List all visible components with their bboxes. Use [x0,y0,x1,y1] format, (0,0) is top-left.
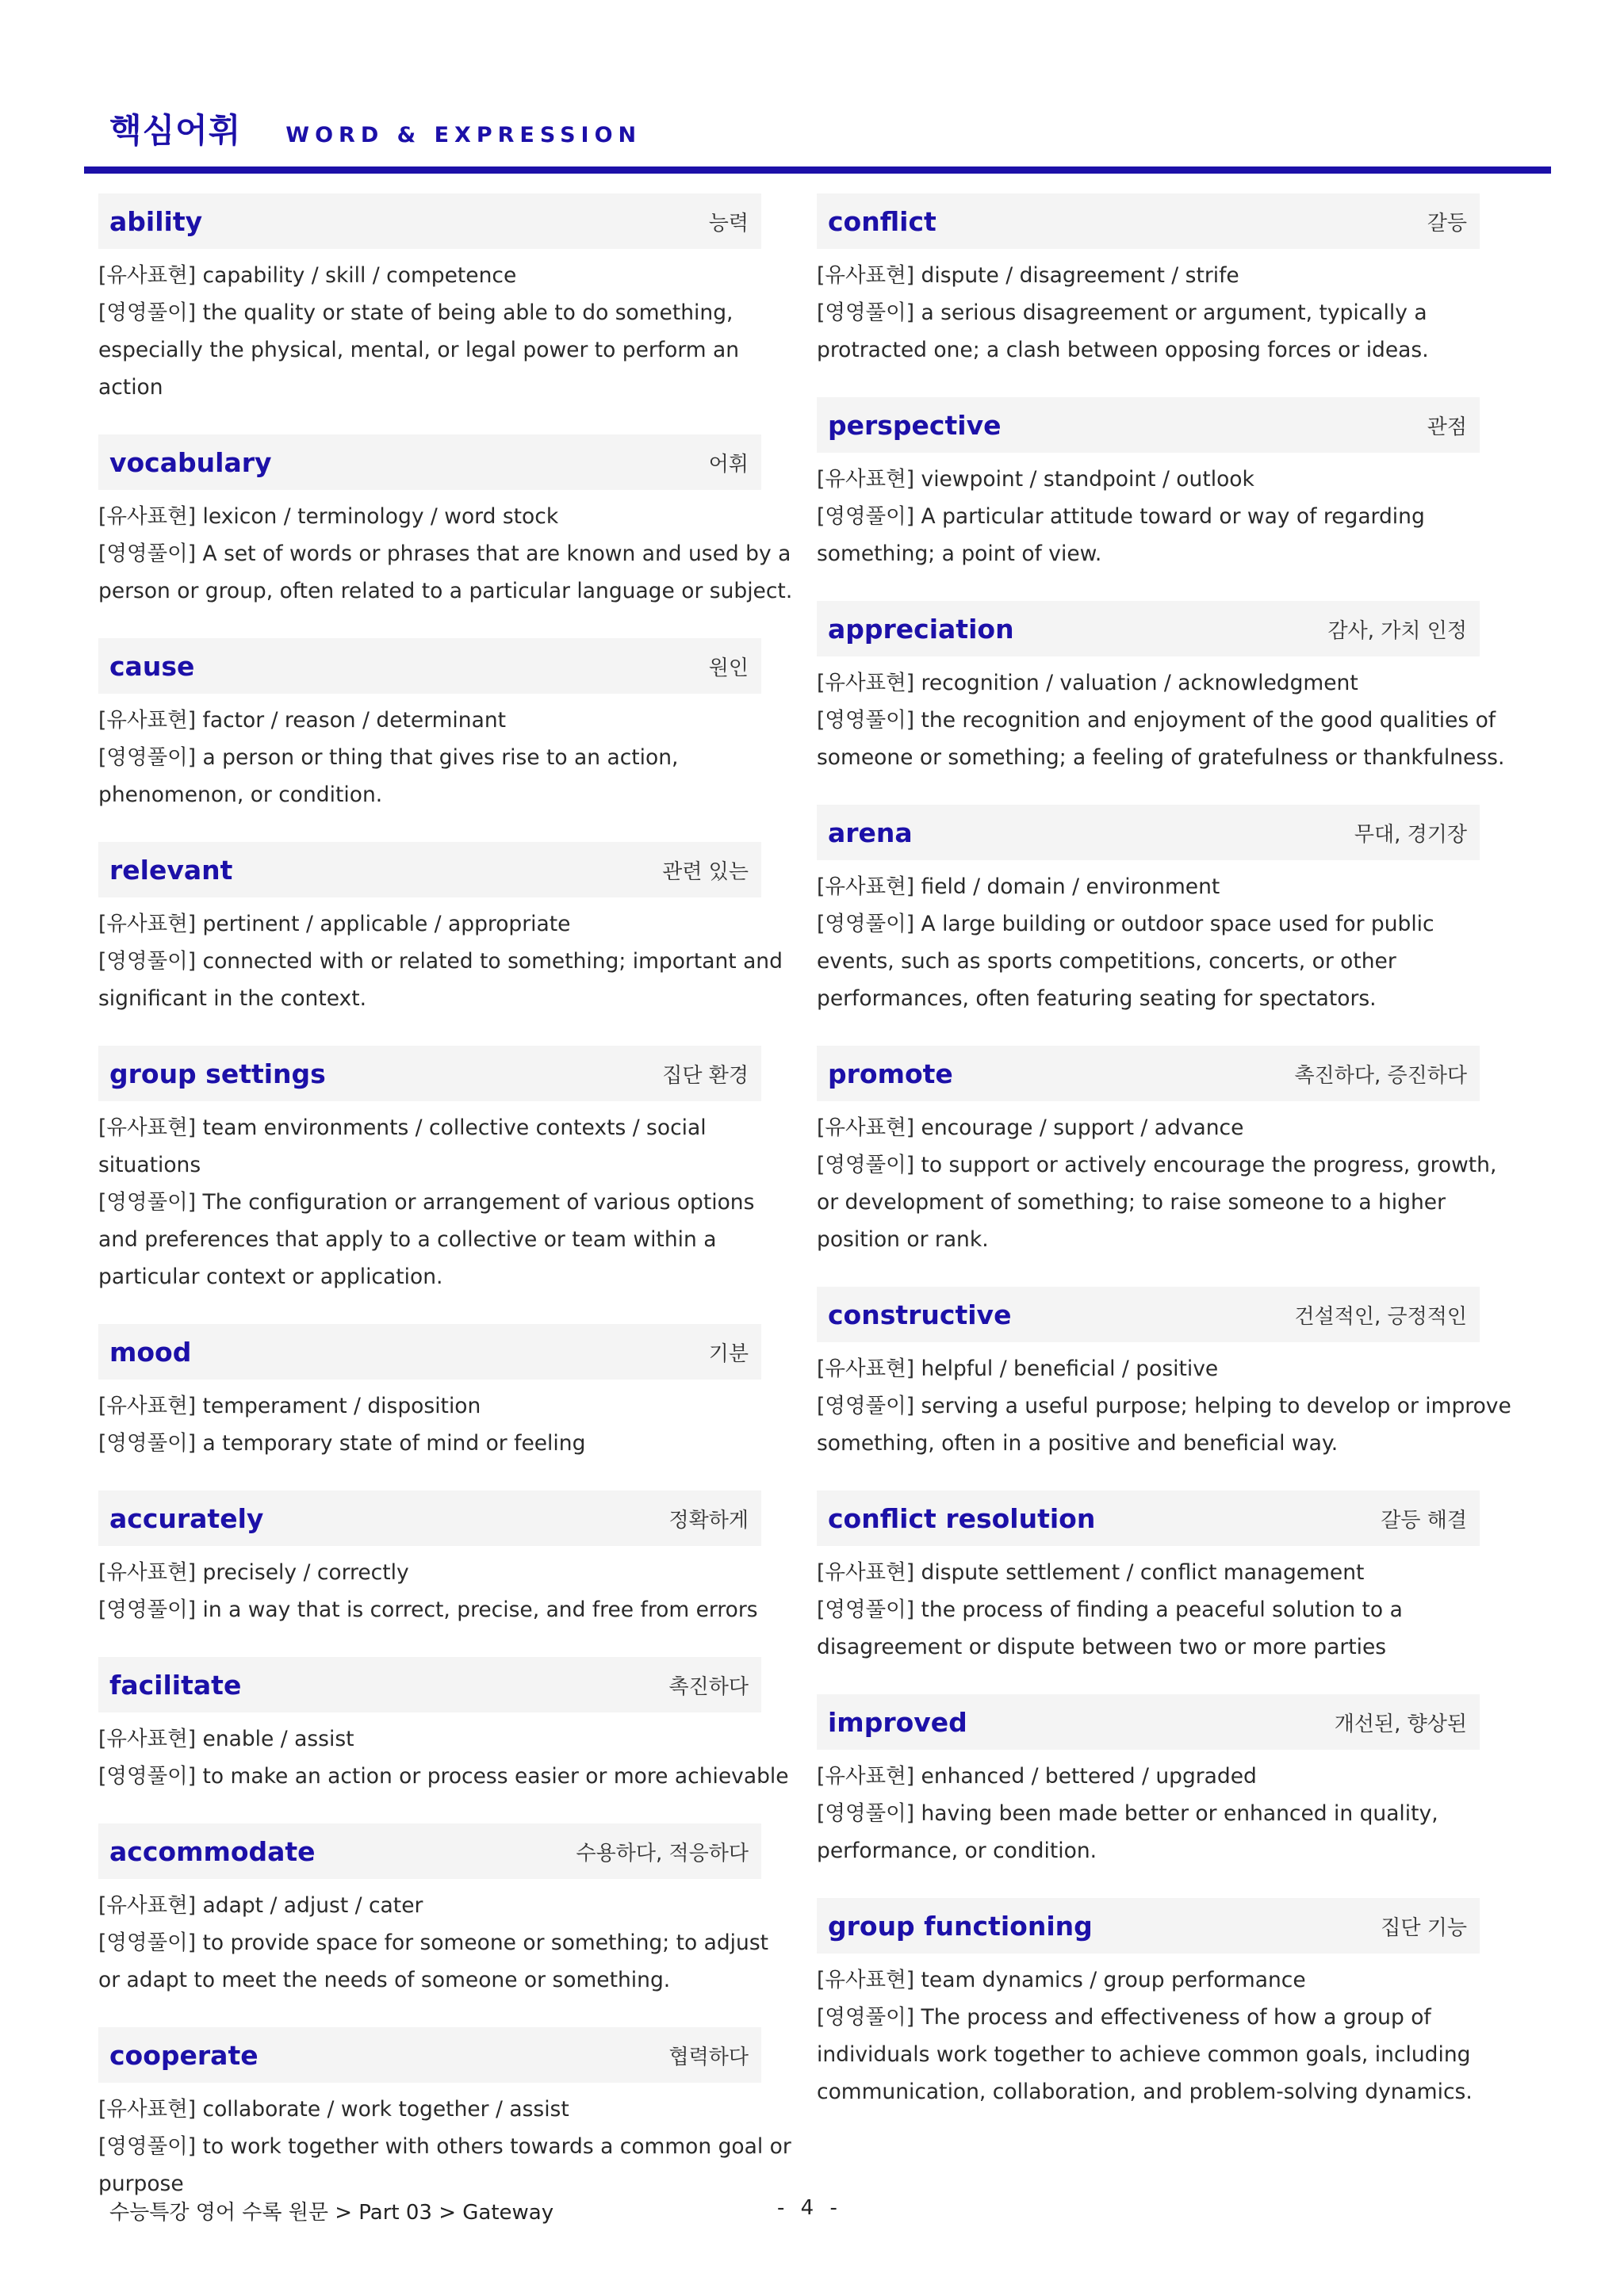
vocab-body [98,1554,796,1628]
definition-line [817,1146,1515,1258]
synonym-text: adapt / adjust / cater [202,1893,423,1918]
vocab-entry [98,434,796,610]
synonym-label: [유사표현] [98,708,197,733]
definition-text: having been made better or enhanced in quality, performance, or condition. [817,1801,1438,1863]
synonym-line [98,1554,796,1591]
definition-line [817,1387,1515,1462]
synonym-line [817,1554,1515,1591]
vocab-meaning: 촉진하다, 증진하다 [1294,1063,1467,1088]
synonym-line [817,868,1515,905]
synonym-label: [유사표현] [817,1764,915,1789]
definition-label: [영영풀이] [98,1431,197,1456]
vocab-body [98,257,796,406]
vocab-entry [817,397,1515,572]
synonym-line [98,257,796,294]
definition-label: [영영풀이] [98,745,197,770]
synonym-label: [유사표현] [817,1115,915,1140]
synonym-label: [유사표현] [817,1357,915,1381]
vocab-meaning: 무대, 경기장 [1354,822,1467,847]
vocab-meaning: 관련 있는 [662,859,749,884]
vocab-word: ability [109,205,203,237]
definition-text: a person or thing that gives rise to an action, phenomenon, or condition. [98,745,679,807]
definition-line [817,498,1515,572]
definition-label: [영영풀이] [817,504,915,529]
vocab-body [98,905,796,1017]
definition-text: the recognition and enjoyment of the good qualities of someone or something; a feeling of gratefulness or thankfulness. [817,708,1505,770]
vocab-word-bar [98,842,761,897]
vocab-body [817,1758,1515,1869]
vocab-word: facilitate [109,1669,242,1701]
vocab-word: conflict [828,205,936,237]
page-title-korean: 핵심어휘 [109,111,242,150]
vocab-body [98,1887,796,1999]
definition-text: a serious disagreement or argument, typically a protracted one; a clash between opposing forces or ideas. [817,300,1429,362]
definition-text: the process of finding a peaceful solution to a disagreement or dispute between two or more parties [817,1598,1403,1659]
vocab-body [817,1961,1515,2110]
vocab-word-bar [98,434,761,490]
vocab-word-bar [98,1823,761,1879]
vocab-entry [817,1694,1515,1869]
definition-line [98,1425,796,1462]
synonym-text: dispute / disagreement / strife [921,263,1239,288]
synonym-text: helpful / beneficial / positive [921,1357,1219,1381]
definition-line [98,1591,796,1628]
synonym-label: [유사표현] [98,1394,197,1418]
vocab-body [98,1387,796,1462]
vocab-body [98,498,796,610]
definition-text: in a way that is correct, precise, and free from errors [202,1598,758,1622]
vocab-entry [98,2027,796,2202]
vocab-entry [98,638,796,813]
vocab-meaning: 정확하게 [668,1508,749,1533]
synonym-label: [유사표현] [98,263,197,288]
right-column [817,193,1515,2139]
vocab-word-bar [817,805,1480,860]
vocab-meaning: 능력 [708,211,749,235]
definition-line [98,943,796,1017]
definition-line [817,905,1515,1017]
vocab-meaning: 갈등 [1427,211,1467,235]
page-header [109,105,642,152]
definition-text: a temporary state of mind or feeling [202,1431,586,1456]
definition-label: [영영풀이] [98,1598,197,1622]
vocab-word: arena [828,817,913,848]
synonym-line [98,905,796,943]
page-number: - 4 - [777,2196,842,2220]
vocab-entry [98,842,796,1017]
synonym-text: enable / assist [202,1727,354,1751]
synonym-text: enhanced / bettered / upgraded [921,1764,1257,1789]
vocab-word: promote [828,1058,953,1089]
synonym-text: lexicon / terminology / word stock [202,504,559,529]
vocab-word-bar [98,1657,761,1712]
definition-label: [영영풀이] [817,1153,915,1177]
synonym-line [98,2091,796,2128]
definition-text: A particular attitude toward or way of regarding something; a point of view. [817,504,1425,566]
left-column [98,193,796,2231]
synonym-text: encourage / support / advance [921,1115,1244,1140]
vocab-word: appreciation [828,613,1014,645]
synonym-label: [유사표현] [817,1968,915,1992]
vocab-word-bar [98,1324,761,1380]
vocab-body [817,664,1515,776]
definition-text: to work together with others towards a common goal or purpose [98,2134,791,2196]
vocab-word: group settings [109,1058,326,1089]
definition-label: [영영풀이] [98,1190,197,1215]
vocab-word: constructive [828,1299,1012,1330]
vocab-body [98,2091,796,2202]
definition-line [817,294,1515,369]
vocab-word: accurately [109,1502,264,1534]
vocab-body [817,257,1515,369]
synonym-text: dispute settlement / conflict management [921,1560,1365,1585]
vocab-word: conflict resolution [828,1502,1096,1534]
definition-label: [영영풀이] [98,1764,197,1789]
definition-text: connected with or related to something; important and significant in the context. [98,949,783,1011]
vocab-entry [98,1324,796,1462]
definition-text: to support or actively encourage the progress, growth, or development of something; to raise someone to a higher position or rank. [817,1153,1497,1252]
vocab-word: accommodate [109,1835,316,1867]
vocab-entry [817,601,1515,776]
synonym-label: [유사표현] [98,2097,197,2122]
page-title-english: WORD & EXPRESSION [285,123,642,147]
definition-label: [영영풀이] [817,2005,915,2030]
definition-line [98,535,796,610]
definition-label: [영영풀이] [817,1598,915,1622]
vocab-word-bar [98,193,761,249]
definition-line [817,702,1515,776]
definition-label: [영영풀이] [817,1801,915,1826]
vocab-entry [98,1823,796,1999]
synonym-text: team environments / collective contexts / social situations [98,1115,707,1177]
vocab-word-bar [817,1046,1480,1101]
definition-label: [영영풀이] [817,912,915,936]
vocab-meaning: 수용하다, 적응하다 [576,1841,749,1866]
vocab-word: cause [109,650,195,682]
vocab-entry [817,1490,1515,1666]
synonym-line [817,461,1515,498]
vocab-meaning: 어휘 [708,452,749,476]
footer-breadcrumb: 수능특강 영어 수록 원문 > Part 03 > Gateway [109,2201,554,2225]
vocab-word-bar [98,1490,761,1546]
definition-text: A large building or outdoor space used for public events, such as sports competitions, concerts, or other performances, often featuring seating for spectators. [817,912,1434,1011]
synonym-text: field / domain / environment [921,874,1220,899]
synonym-line [98,1720,796,1758]
definition-label: [영영풀이] [98,300,197,325]
synonym-line [98,1387,796,1425]
definition-label: [영영풀이] [817,300,915,325]
vocab-word-bar [817,1490,1480,1546]
vocab-word: mood [109,1336,192,1368]
vocab-meaning: 집단 환경 [662,1063,749,1088]
definition-line [817,1795,1515,1869]
vocab-body [817,1350,1515,1462]
synonym-label: [유사표현] [98,504,197,529]
vocab-meaning: 집단 기능 [1381,1915,1467,1940]
vocab-word: cooperate [109,2039,259,2071]
vocab-word-bar [817,397,1480,453]
vocab-word: group functioning [828,1910,1093,1942]
vocab-meaning: 건설적인, 긍정적인 [1294,1304,1467,1329]
synonym-line [817,1758,1515,1795]
definition-line [817,1999,1515,2110]
definition-label: [영영풀이] [98,2134,197,2159]
definition-text: serving a useful purpose; helping to develop or improve something, often in a positive and beneficial way. [817,1394,1511,1456]
definition-label: [영영풀이] [98,949,197,974]
definition-line [98,1184,796,1295]
definition-text: the quality or state of being able to do something, especially the physical, mental, or legal power to perform an action [98,300,740,400]
synonym-text: recognition / valuation / acknowledgment [921,671,1358,695]
definition-text: The configuration or arrangement of various options and preferences that apply to a collective or team within a particular context or application. [98,1190,755,1289]
vocab-entry [817,193,1515,369]
synonym-line [817,664,1515,702]
synonym-text: factor / reason / determinant [202,708,507,733]
vocab-body [817,868,1515,1017]
synonym-label: [유사표현] [817,467,915,492]
definition-text: to make an action or process easier or more achievable [202,1764,789,1789]
synonym-label: [유사표현] [98,1115,197,1140]
definition-label: [영영풀이] [98,541,197,566]
vocab-word-bar [817,193,1480,249]
vocab-meaning: 갈등 해결 [1381,1508,1467,1533]
synonym-text: precisely / correctly [202,1560,409,1585]
vocab-body [817,1554,1515,1666]
vocab-meaning: 촉진하다 [668,1674,749,1699]
synonym-label: [유사표현] [817,263,915,288]
synonym-text: pertinent / applicable / appropriate [202,912,571,936]
definition-label: [영영풀이] [98,1931,197,1955]
definition-text: A set of words or phrases that are known and used by a person or group, often related to a particular language or subject. [98,541,793,603]
synonym-label: [유사표현] [98,1727,197,1751]
synonym-line [817,1350,1515,1387]
vocab-word-bar [817,601,1480,656]
vocab-entry [98,1490,796,1628]
vocab-body [98,702,796,813]
definition-line [817,1591,1515,1666]
synonym-text: collaborate / work together / assist [202,2097,569,2122]
synonym-line [98,498,796,535]
vocab-meaning: 개선된, 향상된 [1334,1712,1467,1736]
definition-line [98,2128,796,2202]
synonym-text: team dynamics / group performance [921,1968,1306,1992]
vocab-word-bar [98,638,761,694]
synonym-line [98,1887,796,1924]
vocab-meaning: 관점 [1427,415,1467,439]
synonym-label: [유사표현] [817,874,915,899]
synonym-line [98,1109,796,1184]
synonym-line [98,702,796,739]
synonym-text: viewpoint / standpoint / outlook [921,467,1254,492]
vocab-body [817,1109,1515,1258]
vocab-body [98,1720,796,1795]
vocab-meaning: 협력하다 [668,2045,749,2069]
synonym-line [817,1109,1515,1146]
synonym-label: [유사표현] [817,1560,915,1585]
synonym-text: capability / skill / competence [202,263,517,288]
vocab-entry [98,1657,796,1795]
vocab-entry [817,1287,1515,1462]
synonym-label: [유사표현] [817,671,915,695]
vocab-word-bar [98,2027,761,2083]
synonym-text: temperament / disposition [202,1394,481,1418]
vocab-word: improved [828,1706,967,1738]
vocab-body [817,461,1515,572]
vocab-entry [98,193,796,406]
vocab-meaning: 원인 [708,656,749,680]
synonym-label: [유사표현] [98,1560,197,1585]
vocab-entry [817,805,1515,1017]
definition-label: [영영풀이] [817,1394,915,1418]
vocab-body [98,1109,796,1295]
vocab-entry [817,1898,1515,2110]
definition-line [98,1924,796,1999]
vocab-meaning: 기분 [708,1341,749,1366]
vocab-word-bar [817,1898,1480,1954]
definition-text: to provide space for someone or something; to adjust or adapt to meet the needs of someone or something. [98,1931,769,1992]
synonym-line [817,257,1515,294]
vocab-word-bar [98,1046,761,1101]
definition-text: The process and effectiveness of how a group of individuals work together to achieve common goals, including communication, collaboration, and problem-solving dynamics. [817,2005,1473,2104]
definition-line [98,1758,796,1795]
vocab-word: vocabulary [109,446,272,478]
vocab-word-bar [817,1694,1480,1750]
definition-line [98,739,796,813]
definition-line [98,294,796,406]
header-rule [84,166,1551,174]
vocab-word: relevant [109,854,233,886]
synonym-line [817,1961,1515,1999]
vocab-entry [98,1046,796,1295]
vocab-word: perspective [828,409,1002,441]
vocab-meaning: 감사, 가치 인정 [1327,618,1467,643]
vocab-word-bar [817,1287,1480,1342]
definition-label: [영영풀이] [817,708,915,733]
synonym-label: [유사표현] [98,1893,197,1918]
synonym-label: [유사표현] [98,912,197,936]
vocab-entry [817,1046,1515,1258]
